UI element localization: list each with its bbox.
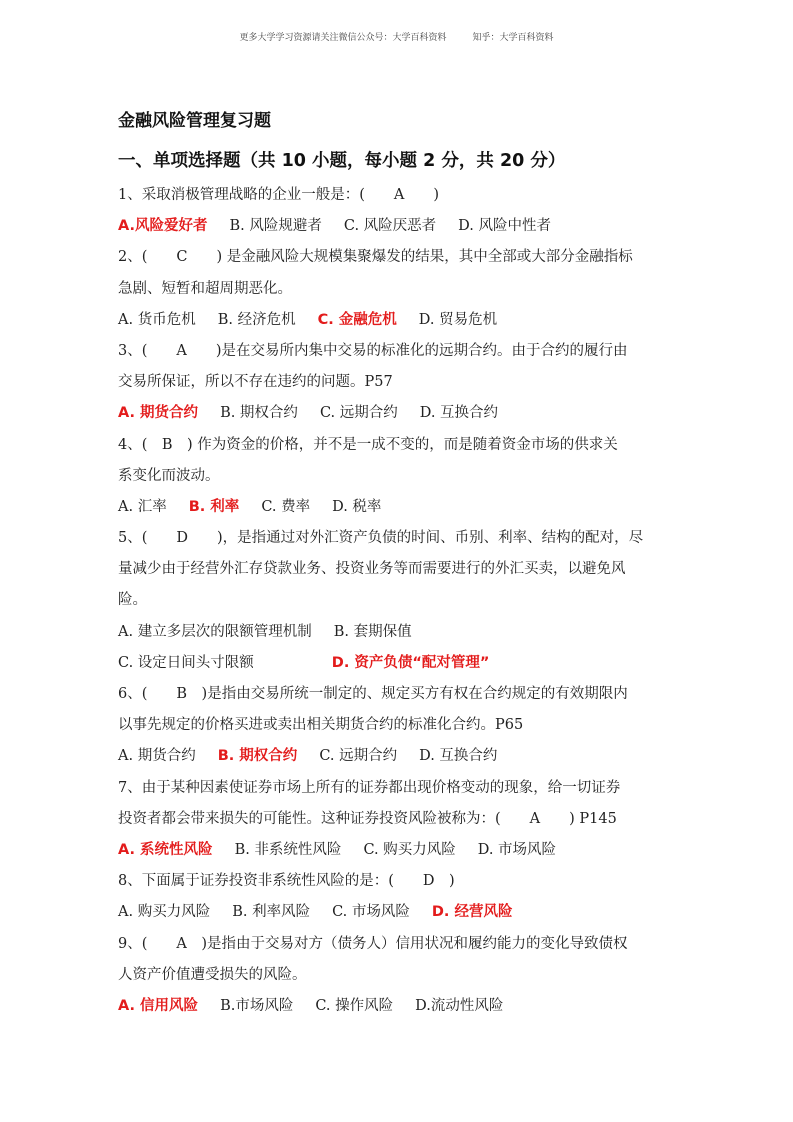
question-stem-line: 2、( C ) 是金融风险大规模集聚爆发的结果，其中全部或大部分金融指标 — [118, 249, 633, 266]
correct-answer-option: D. 经营风险 — [431, 904, 513, 921]
question-item — [118, 866, 678, 928]
option-row — [118, 492, 678, 523]
answer-option: A. 货币危机 — [118, 311, 196, 328]
answer-option: B. 期权合约 — [220, 405, 298, 422]
correct-answer-option: A. 信用风险 — [118, 997, 199, 1014]
option-row — [118, 897, 678, 928]
correct-answer-option: A. 期货合约 — [118, 405, 199, 422]
question-item — [118, 929, 678, 1023]
option-row — [118, 617, 678, 648]
question-item — [118, 430, 678, 524]
correct-answer-option: B. 期权合约 — [217, 748, 298, 765]
correct-answer-option: A. 系统性风险 — [118, 841, 213, 858]
question-stem-line: 7、由于某种因素使证券市场上所有的证券都出现价格变动的现象，给一切证券 — [118, 779, 621, 796]
answer-option: C. 市场风险 — [332, 904, 410, 921]
correct-answer-option: C. 金融危机 — [317, 311, 397, 328]
option-row — [118, 991, 678, 1022]
answer-option: D. 互换合约 — [419, 748, 498, 765]
answer-option: D.流动性风险 — [415, 997, 504, 1014]
option-row — [118, 398, 678, 429]
answer-option: C. 操作风险 — [315, 997, 394, 1014]
question-stem-line: 4、( B ) 作为资金的价格，并不是一成不变的，而是随着资金市场的供求关 — [118, 436, 618, 453]
correct-answer-option: B. 利率 — [188, 498, 240, 515]
question-stem-line: 量减少由于经营外汇存贷款业务、投资业务等而需要进行的外汇买卖，以避免风 — [118, 561, 626, 578]
answer-option: D. 风险中性者 — [458, 218, 551, 235]
answer-option: C. 远期合约 — [319, 405, 398, 422]
answer-option: A. 建立多层次的限额管理机制 — [118, 623, 312, 640]
question-stem-line: 3、( A )是在交易所内集中交易的标准化的远期合约。由于合约的履行由 — [118, 342, 628, 359]
option-row — [118, 305, 678, 336]
answer-option: A. 汇率 — [118, 498, 167, 515]
question-list — [118, 180, 678, 1022]
answer-option: B. 非系统性风险 — [234, 841, 342, 858]
answer-option: A. 购买力风险 — [118, 904, 211, 921]
document-title: 金融风险管理复习题 — [118, 111, 271, 131]
question-item — [118, 242, 678, 336]
correct-answer-option: D. 资产负债“配对管理” — [331, 654, 490, 671]
option-row — [118, 835, 678, 866]
answer-option: C. 设定日间头寸限额 — [118, 654, 254, 671]
answer-option: D. 税率 — [332, 498, 382, 515]
section-heading: 一、单项选择题（共 10 小题，每小题 2 分，共 20 分） — [118, 151, 566, 171]
option-row — [118, 648, 678, 679]
answer-option: B. 风险规避者 — [229, 218, 322, 235]
header-left-text: 更多大学学习资源请关注微信公众号：大学百科资料 — [239, 33, 447, 43]
question-stem-line: 以事先规定的价格买进或卖出相关期货合约的标准化合约。P65 — [118, 717, 524, 734]
correct-answer-option: A.风险爱好者 — [118, 218, 208, 235]
answer-option: B. 利率风险 — [232, 904, 311, 921]
answer-option: B. 套期保值 — [333, 623, 412, 640]
question-stem-line: 投资者都会带来损失的可能性。这种证券投资风险被称为：( A ) P145 — [118, 810, 617, 827]
question-stem-line: 8、下面属于证券投资非系统性风险的是：( D ) — [118, 873, 455, 890]
answer-option: C. 远期合约 — [319, 748, 398, 765]
answer-option: C. 风险厌恶者 — [343, 218, 437, 235]
question-stem-line: 交易所保证，所以不存在违约的问题。P57 — [118, 374, 393, 391]
answer-option: D. 贸易危机 — [418, 311, 498, 328]
question-item — [118, 180, 678, 242]
option-row — [118, 741, 678, 772]
question-stem-line: 险。 — [118, 592, 147, 609]
question-stem-line: 急剧、短暂和超周期恶化。 — [118, 280, 292, 297]
answer-option: D. 互换合约 — [419, 405, 499, 422]
answer-option: D. 市场风险 — [477, 841, 557, 858]
question-stem-line: 6、( B )是指由交易所统一制定的、规定买方有权在合约规定的有效期限内 — [118, 686, 628, 702]
question-stem-line: 系变化而波动。 — [118, 467, 220, 484]
option-row — [118, 211, 678, 242]
question-stem-line: 9、( A )是指由于交易对方（债务人）信用状况和履约能力的变化导致债权 — [118, 935, 628, 952]
header-right-text: 知乎：大学百科资料 — [472, 33, 554, 43]
question-item — [118, 523, 678, 679]
question-item — [118, 773, 678, 867]
answer-option: C. 购买力风险 — [363, 841, 456, 858]
answer-option: C. 费率 — [261, 498, 311, 515]
question-stem-line: 人资产价值遭受损失的风险。 — [118, 966, 307, 983]
answer-option: A. 期货合约 — [118, 748, 196, 765]
answer-option: B.市场风险 — [220, 997, 294, 1014]
question-stem-line: 1、采取消极管理战略的企业一般是：( A ) — [118, 187, 440, 203]
page-header — [0, 30, 793, 43]
question-stem-line: 5、( D )，是指通过对外汇资产负债的时间、币别、利率、结构的配对，尽 — [118, 530, 644, 547]
question-item — [118, 336, 678, 430]
answer-option: B. 经济危机 — [217, 311, 296, 328]
question-item — [118, 679, 678, 773]
